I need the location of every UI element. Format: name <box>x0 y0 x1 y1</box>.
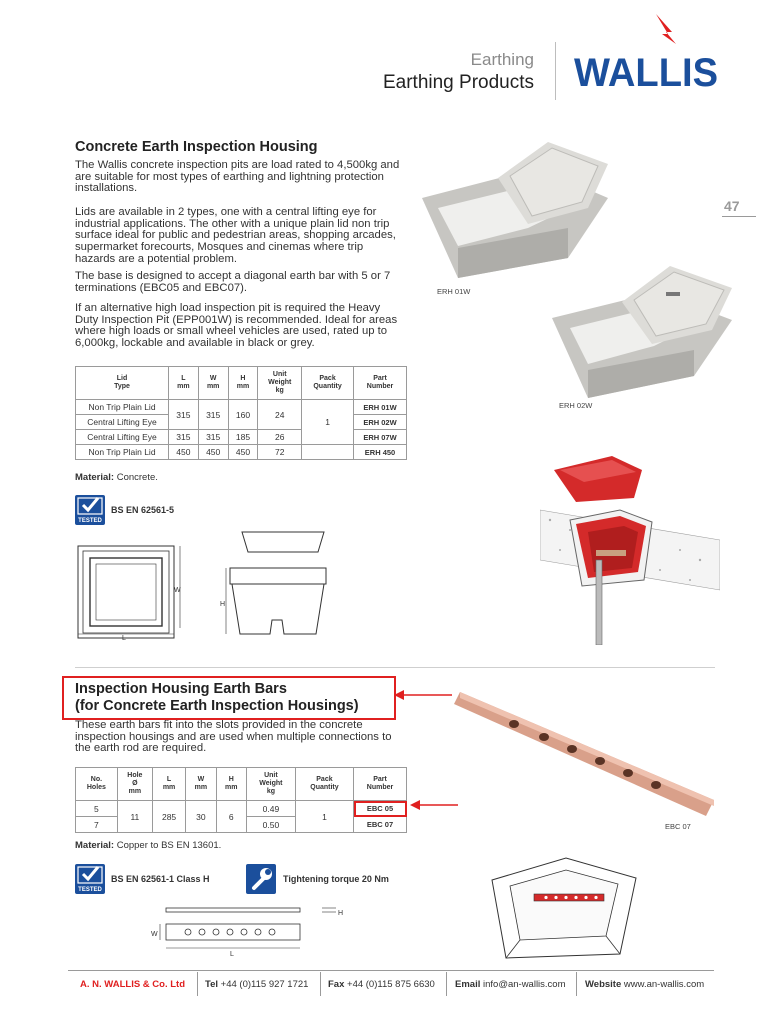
footer-company: A. N. WALLIS & Co. Ltd <box>80 979 186 990</box>
section1-material: Material: Concrete. <box>75 472 158 483</box>
table-row: Central Lifting Eye 315 315 185 26 ERH 07W <box>76 430 407 445</box>
housing-spec-table <box>75 366 407 460</box>
table-row: 5 11 285 30 6 0.49 1 EBC 05 <box>76 801 407 817</box>
ebc07-caption: EBC 07 <box>665 822 691 831</box>
footer-rule <box>68 970 714 971</box>
footer-fax: Fax +44 (0)115 875 6630 <box>328 979 435 990</box>
svg-text:W: W <box>151 931 158 938</box>
table-row: Non Trip Plain Lid 450 450 450 72 ERH 450 <box>76 445 407 460</box>
section2-torque: Tightening torque 20 Nm <box>283 874 389 884</box>
section2-para: These earth bars fit into the slots provided in the concrete inspection housings and are used when multiple connections to the earth rod are required. <box>75 719 392 755</box>
section2-material: Material: Copper to BS EN 13601. <box>75 840 222 851</box>
lightning-icon <box>656 14 676 44</box>
earthbar-technical-drawing <box>150 906 350 960</box>
table-header-row: No. Holes Hole Ø mm L mm W mm H mm Unit Weight kg Pack Quantity Part Number <box>76 768 407 801</box>
svg-text:H: H <box>338 910 344 917</box>
wrench-badge <box>246 864 276 894</box>
header-divider <box>555 42 556 100</box>
section1-para-3: The base is designed to accept a diagonal earth bar with 5 or 7 terminations (EBC05 and EBC07). <box>75 270 391 294</box>
footer-website[interactable]: Website www.an-wallis.com <box>585 979 705 990</box>
ebc05-part-highlight: EBC 05 <box>354 801 407 817</box>
section-separator <box>75 667 715 668</box>
table-row: Non Trip Plain Lid 315 315 160 24 1 ERH 01W <box>76 400 407 415</box>
section1-para-1: The Wallis concrete inspection pits are load rated to 4,500kg and are suitable for most types of earthing and lightning protection installations. <box>75 159 400 195</box>
svg-text:W: W <box>174 587 181 594</box>
tested-badge <box>75 864 105 894</box>
section2-title-line2: (for Concrete Earth Inspection Housings) <box>75 698 359 714</box>
earthbar-spec-table <box>75 767 407 833</box>
page-number: 47 <box>724 198 740 214</box>
table-row: Central Lifting Eye ERH 02W <box>76 415 407 430</box>
wrench-icon <box>246 864 276 894</box>
tested-badge <box>75 495 105 525</box>
erh02w-caption: ERH 02W <box>559 401 593 410</box>
svg-text:L: L <box>122 635 126 642</box>
housing-technical-drawing <box>70 530 340 642</box>
header-category: Earthing <box>470 50 534 69</box>
section2-standard: BS EN 62561-1 Class H <box>111 874 210 884</box>
footer-divider <box>446 972 447 996</box>
section1-para-4: If an alternative high load inspection pit is required the Heavy Duty Inspection Pit (EPP001W) is recommended. Ideal for areas where high loads or small wheel vehicles are used, rated up to 6,000kg, lockable and available in black or grey. <box>75 302 398 350</box>
ebc07-photo <box>452 690 718 820</box>
logo-text: WALLIS <box>574 51 718 95</box>
arrow-left-icon <box>394 688 454 702</box>
footer-divider <box>576 972 577 996</box>
footer-email[interactable]: Email info@an-wallis.com <box>455 979 566 990</box>
section1-title: Concrete Earth Inspection Housing <box>75 139 318 155</box>
table-header-row: Lid Type L mm W mm H mm Unit Weight kg Pack Quantity Part Number <box>76 367 407 400</box>
section1-standard: BS EN 62561-5 <box>111 505 175 515</box>
wallis-logo <box>572 10 720 100</box>
footer-divider <box>197 972 198 996</box>
housing-installation-illustration <box>540 440 720 645</box>
erh01w-caption: ERH 01W <box>437 287 471 296</box>
section2-title-line1: Inspection Housing Earth Bars <box>75 681 287 697</box>
svg-text:L: L <box>230 951 234 958</box>
svg-text:TESTED: TESTED <box>78 887 102 893</box>
svg-text:H: H <box>220 601 226 608</box>
tested-check-icon <box>75 495 105 525</box>
page-number-rule <box>722 216 756 217</box>
footer-divider <box>320 972 321 996</box>
svg-text:TESTED: TESTED <box>78 518 102 524</box>
header-subtitle: Earthing Products <box>382 72 534 93</box>
section1-para-2: Lids are available in 2 types, one with a central lifting eye for industrial applications. The other with a unique plain lid non trip surface ideal for public and pedestrian areas, shopping arcades, supermarket forecourts, Mosques and cinemas where trip hazards are a potential problem. <box>75 206 396 265</box>
tested-check-icon <box>75 864 105 894</box>
table-row: 7 0.50 EBC 07 <box>76 817 407 833</box>
erh02w-photo <box>548 258 738 408</box>
housing-with-earthbar-illustration <box>488 850 640 962</box>
footer-tel: Tel +44 (0)115 927 1721 <box>205 979 309 990</box>
